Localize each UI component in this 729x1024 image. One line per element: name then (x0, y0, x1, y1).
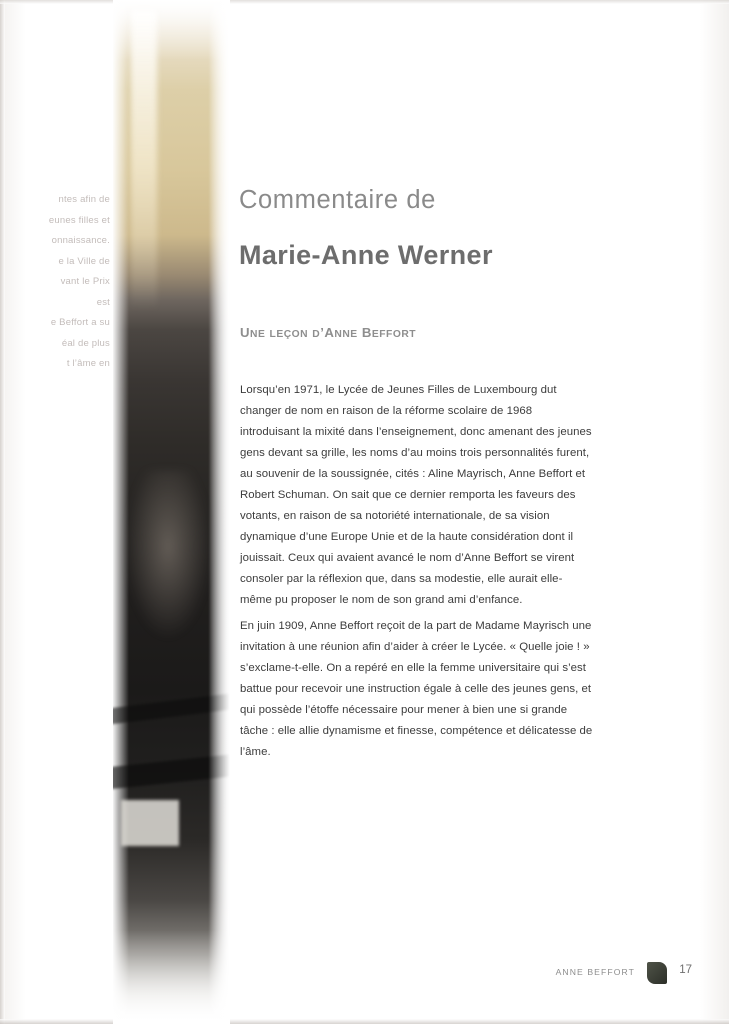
photo-light-block (121, 800, 179, 846)
section-subheading: UNE LEÇON D’ANNE BEFFORT (240, 325, 417, 340)
bleed-line: est (96, 296, 110, 308)
body-paragraph: Lorsqu’en 1971, le Lycée de Jeunes Filles de Luxembourg dut changer de nom en raison de la réforme scolaire de 1968 introduisant la mixité dans l’enseignement, donc amenant des jeunes gens devant sa grille, les noms d’au moins trois personnalités furent, au souvenir de la soussignée, cités : Aline Mayrisch, Anne Beffort et Robert Schuman. On sait que ce dernier remporta les faveurs des votants, en raison de sa notoriété internationale, de sa vision dynamique d’une Europe Unie et de la haute considération dont il jouissait. Ceux qui avaient avancé le nom d’Anne Beffort se virent consoler par la réflexion que, dans sa modestie, elle aurait elle-même pu proposer le nom de son grand ami d’enfance. (240, 384, 592, 607)
page-title-line-2: Marie-Anne Werner (239, 240, 493, 270)
bleed-line: éal de plus (61, 337, 110, 349)
page-edge-top (0, 0, 729, 4)
bleed-line: e Beffort a su (50, 317, 110, 328)
photo-face-highlight (125, 470, 211, 640)
page-number: 17 (679, 964, 692, 976)
photo-right-fade (208, 0, 230, 1024)
page-footer (0, 962, 729, 992)
page-edge-bottom (0, 1019, 729, 1024)
page-title-line-1: Commentaire de (239, 186, 436, 214)
bleed-line: onnaissance. (51, 235, 110, 246)
bleed-line: t l’âme en (66, 358, 110, 369)
bleed-line: vant le Prix (60, 276, 110, 287)
bleed-line: eunes filles et (48, 214, 110, 226)
bleed-line: e la Ville de (58, 255, 110, 267)
page-edge-left (0, 0, 5, 1024)
footer-label: ANNE BEFFORT (555, 967, 635, 977)
portrait-photo-strip (113, 0, 230, 1024)
bleed-through-text (6, 190, 110, 375)
footer-mark-icon (647, 962, 667, 984)
bleed-line: ntes afin de (58, 194, 110, 205)
body-paragraph: En juin 1909, Anne Beffort reçoit de la part de Madame Mayrisch une invitation à une réunion afin d’aider à créer le Lycée. « Quelle joie ! » s’exclame-t-elle. On a repéré en elle la femme universitaire qui s’est battue pour recevoir une instruction égale à celle des jeunes gens, et qui possède l’étoffe nécessaire pour mener à bien une si grande tâche : elle allie dynamisme et finesse, compétence et délicatesse de l’âme. (240, 620, 593, 759)
photo-light-streak (131, 10, 157, 310)
